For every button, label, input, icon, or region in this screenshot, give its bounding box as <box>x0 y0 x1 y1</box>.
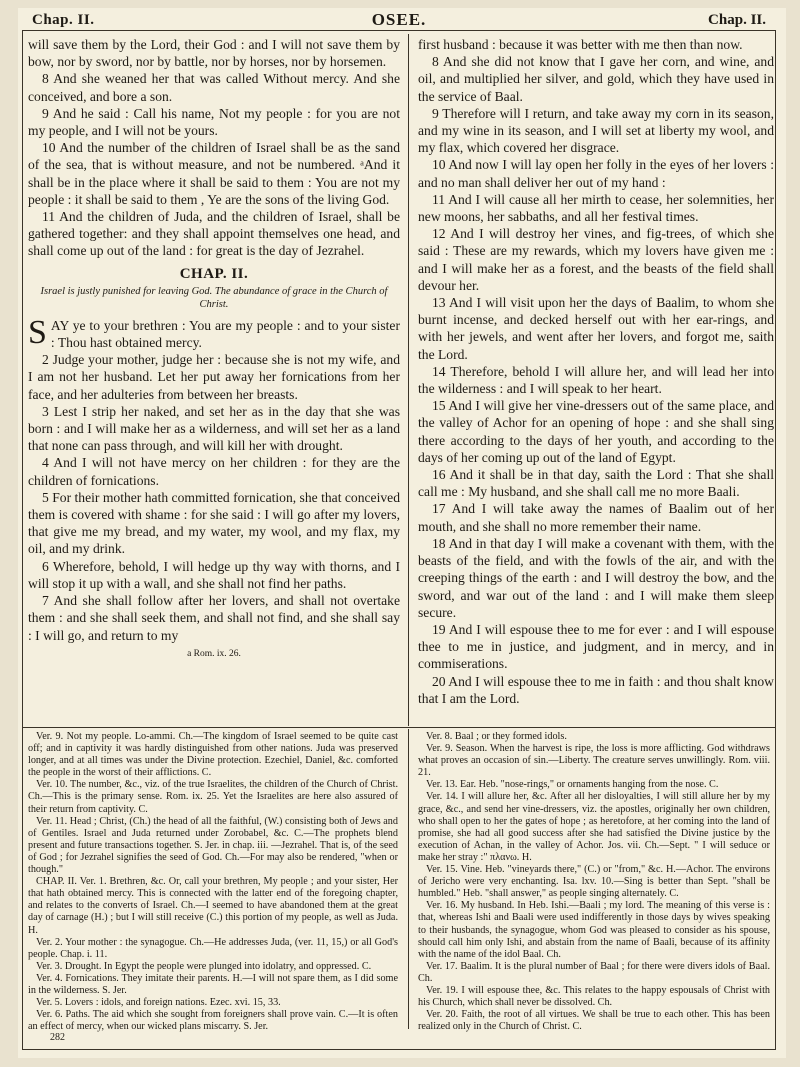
verse: first husband : because it was better with me then than now. <box>418 37 743 52</box>
verse: 12 And I will destroy her vines, and fig-trees, of which she said : These are my rewards, which my lovers have given me : and I will make her as a forest, and the beasts of the field shall devour her. <box>418 226 774 293</box>
verse: will save them by the Lord, their God : and I will not save them by bow, nor by sword, nor by battle, nor by horses, nor by horsemen. <box>28 37 400 70</box>
commentary-note: Ver. 14. I will allure her, &c. After all her disloyalties, I will still allure her by my grace, &c., and send her vine-dressers, viz. the apostles, originally her own children, who shall open to her the gates of hope ; as heretofore, at her coming into the land of promise, she had all good success after she had satisfied the Divine justice by the execution of Achan, in the valley of Achor. Jos. vii. Ch.—Sept. " I will seduce or make her stray :" πλανω. H. <box>418 791 770 863</box>
verse: 2 Judge your mother, judge her : because she is not my wife, and I am not her husband. Let her put away her fornications from her face, and her adulteries from between her breasts. <box>28 352 400 402</box>
verse: 8 And she did not know that I gave her corn, and wine, and oil, and multiplied her silver, and gold, which they have used in the service of Baal. <box>418 54 774 104</box>
verse: 18 And in that day I will make a covenant with them, with the beasts of the field, and with the fowls of the air, and with the creeping things of the earth : and I will destroy the bow, and the sword, and war out of the land : and I will make them sleep secure. <box>418 535 774 620</box>
commentary-note: Ver. 3. Drought. In Egypt the people were plunged into idolatry, and oppressed. C. <box>36 960 372 972</box>
drop-cap: S <box>28 313 47 351</box>
verse: 17 And I will take away the names of Baalim out of her mouth, and she shall no more remember their name. <box>418 501 774 534</box>
verse: 10 And the number of the children of Israel shall be as the sand of the sea, that is without measure, and not be numbered. ᵃAnd it shall be in the place where it shall be said to them : You are not my people : it shall be said to them , Ye are the sons of the living God. <box>28 140 400 207</box>
commentary-note: Ver. 9. Season. When the harvest is ripe, the loss is more afflicting. God withdraws what proves an occasion of sin.—Liberty. The creature serves unwillingly. Rom. viii. 21. <box>418 743 770 779</box>
right-column <box>418 36 774 707</box>
commentary-note: Ver. 17. Baalim. It is the plural number of Baal ; for there were divers idols of Baal. Ch. <box>418 960 770 984</box>
header-right: Chap. II. <box>708 12 766 28</box>
commentary-note: Ver. 13. Ear. Heb. "nose-rings," or ornaments hanging from the nose. C. <box>426 779 719 791</box>
verse: 6 Wherefore, behold, I will hedge up thy way with thorns, and I will stop it up with a wall, and she shall not find her paths. <box>28 558 400 591</box>
commentary-note: Ver. 16. My husband. In Heb. Ishi.—Baali ; my lord. The meaning of this verse is : that, whereas Ishi and Baali were used indifferently in those days by wives speaking to their husbands, the synagogue, whom God was pleased to consider as his spouse, should call him only Ishi, and abstain from the name of Baali, because of its affinity with the name of the idol Baal. Ch. <box>418 900 770 960</box>
commentary-right <box>418 731 770 1033</box>
commentary-note: Ver. 10. The number, &c., viz. of the true Israelites, the children of the Church of Christ. Ch.—This is the primary sense. Rom. ix. 25. Yet the Israelites are here also assured of their return from captivity. C. <box>28 779 398 815</box>
commentary-note: Ver. 15. Vine. Heb. "vineyards there," (C.) or "from," &c. H.—Achor. The environs of Jericho were very enchanting. Isa. lxv. 10.—Sing is better than Sept. "shall be humbled." Heb. "shall answer," as people singing alternately. C. <box>418 864 770 900</box>
verse: 13 And I will visit upon her the days of Baalim, to whom she burnt incense, and decked herself out with her ear-rings, and with her jewels, and went after her lovers, and forgot me, saith the Lord. <box>418 295 774 362</box>
verse: 7 And she shall follow after her lovers, and shall not overtake them : and she shall seek them, and shall not find, and she shall say : I will go, and return to my <box>28 593 400 643</box>
verse-first <box>28 313 400 351</box>
verse: 4 And I will not have mercy on her children : for they are the children of fornications. <box>28 455 400 488</box>
verse: 19 And I will espouse thee to me for ever : and I will espouse thee to me in justice, and judgment, and in mercy, and in commiserations. <box>418 621 774 672</box>
commentary-note: Ver. 8. Baal ; or they formed idols. <box>426 731 567 742</box>
verse: 5 For their mother hath committed fornication, she that conceived them is covered with shame : for she said : I will go after my lovers, that give me my bread, and my water, my wool, and my flax, my oil, and my drink. <box>28 489 400 557</box>
running-header <box>22 8 776 30</box>
verse: 8 And she weaned her that was called Without mercy. And she conceived, and bore a son. <box>28 71 400 104</box>
header-title: OSEE. <box>371 10 427 29</box>
commentary-note: Ver. 4. Fornications. They imitate their parents. H.—I will not spare them, as I did some in the wilderness. S. Jer. <box>28 972 398 996</box>
commentary-left <box>28 731 398 1033</box>
verse: 9 And he said : Call his name, Not my people : for you are not my people, and I will not be yours. <box>28 105 400 139</box>
page-number: 282 <box>50 1032 65 1043</box>
commentary-note: Ver. 20. Faith, the root of all virtues. We shall be true to each other. This has been realized only in the Church of Christ. C. <box>418 1009 770 1033</box>
commentary-note: Ver. 19. I will espouse thee, &c. This relates to the happy espousals of Christ with his Church, which shall never be dissolved. Ch. <box>418 984 770 1009</box>
commentary-note: Ver. 6. Paths. The aid which she sought from foreigners shall prove vain. C.—It is often an effect of mercy, when our wicked plans miscarry. S. Jer. <box>28 1009 398 1033</box>
commentary-note: Ver. 11. Head ; Christ, (Ch.) the head of all the faithful, (W.) consisting both of Jews and of Gentiles. Israel and Juda returned under Zorobabel, &c. C.—The prophets blend present and future transactions together. S. Jer. in chap. iii. —Jezrahel. That is, of the seed of God ; for Jezrahel signifies the seed of God. Ch.—For may also be rendered, "when or though." <box>28 815 398 876</box>
commentary-note: Ver. 9. Not my people. Lo-ammi. Ch.—The kingdom of Israel seemed to be quite cast off; and in captivity it was hardly distinguished from other nations. Juda was preserved longer, and at all times was under the Divine protection. Ezechiel, Daniel, &c. comforted the people in the worst of their afflictions. C. <box>28 731 398 779</box>
column-divider <box>408 34 409 726</box>
notes-column-divider <box>408 729 409 1029</box>
chapter-heading: CHAP. II. <box>179 265 249 282</box>
verse: 10 And now I will lay open her folly in the eyes of her lovers : and no man shall deliver her out of my hand : <box>418 157 774 190</box>
verse: 3 Lest I strip her naked, and set her as in the day that she was born : and I will make her as a wilderness, and will set her as a land that none can pass through, and will kill her with drought. <box>28 403 400 454</box>
verse: 11 And I will cause all her mirth to cease, her solemnities, her new moons, her sabbaths, and all her festival times. <box>418 191 774 225</box>
verse: 14 Therefore, behold I will allure her, and will lead her into the wilderness : and I will speak to her heart. <box>418 363 774 397</box>
left-column <box>28 36 400 663</box>
verse: 9 Therefore will I return, and take away my corn in its season, and my wine in its season, and I will set at liberty my wool, and my flax, which covered her disgrace. <box>418 105 774 156</box>
verse: 15 And I will give her vine-dressers out of the same place, and the valley of Achor for an opening of hope : and she shall sing there according to the days of her youth, and according to the days of her coming up out of the land of Egypt. <box>418 398 774 465</box>
commentary-note: CHAP. II. Ver. 1. Brethren, &c. Or, call your brethren, My people ; and your sister, Her that hath obtained mercy. This is connected with the latter end of the foregoing chapter, and relates to the converts of Israel. Ch.—I seemed to have abandoned them at the great day of carnage (H.) ; but I will still receive (C.) this portion of my people, as well as Juda. H. <box>28 876 398 936</box>
verse: 11 And the children of Juda, and the children of Israel, shall be gathered together: and they shall appoint themselves one head, and shall come up out of the land : for great is the day of Jezrahel. <box>28 209 400 259</box>
commentary-note: Ver. 5. Lovers : idols, and foreign nations. Ezec. xvi. 15, 33. <box>36 997 281 1009</box>
footnote-reference: a Rom. ix. 26. <box>187 648 241 659</box>
verse-first-text: AY ye to your brethren : You are my people : and to your sister : Thou hast obtained mercy. <box>50 317 400 351</box>
header-left: Chap. II. <box>32 12 95 28</box>
verse: 16 And it shall be in that day, saith the Lord : That she shall call me : My husband, and she shall call me no more Baali. <box>418 467 774 500</box>
notes-separator <box>22 727 776 728</box>
chapter-summary: Israel is justly punished for leaving God. The abundance of grace in the Church of Christ. <box>40 285 388 310</box>
verse: 20 And I will espouse thee to me in faith : and thou shalt know that I am the Lord. <box>418 673 774 706</box>
commentary-note: Ver. 2. Your mother : the synagogue. Ch.—He addresses Juda, (ver. 11, 15,) or all God's people. Chap. i. 11. <box>28 936 398 960</box>
